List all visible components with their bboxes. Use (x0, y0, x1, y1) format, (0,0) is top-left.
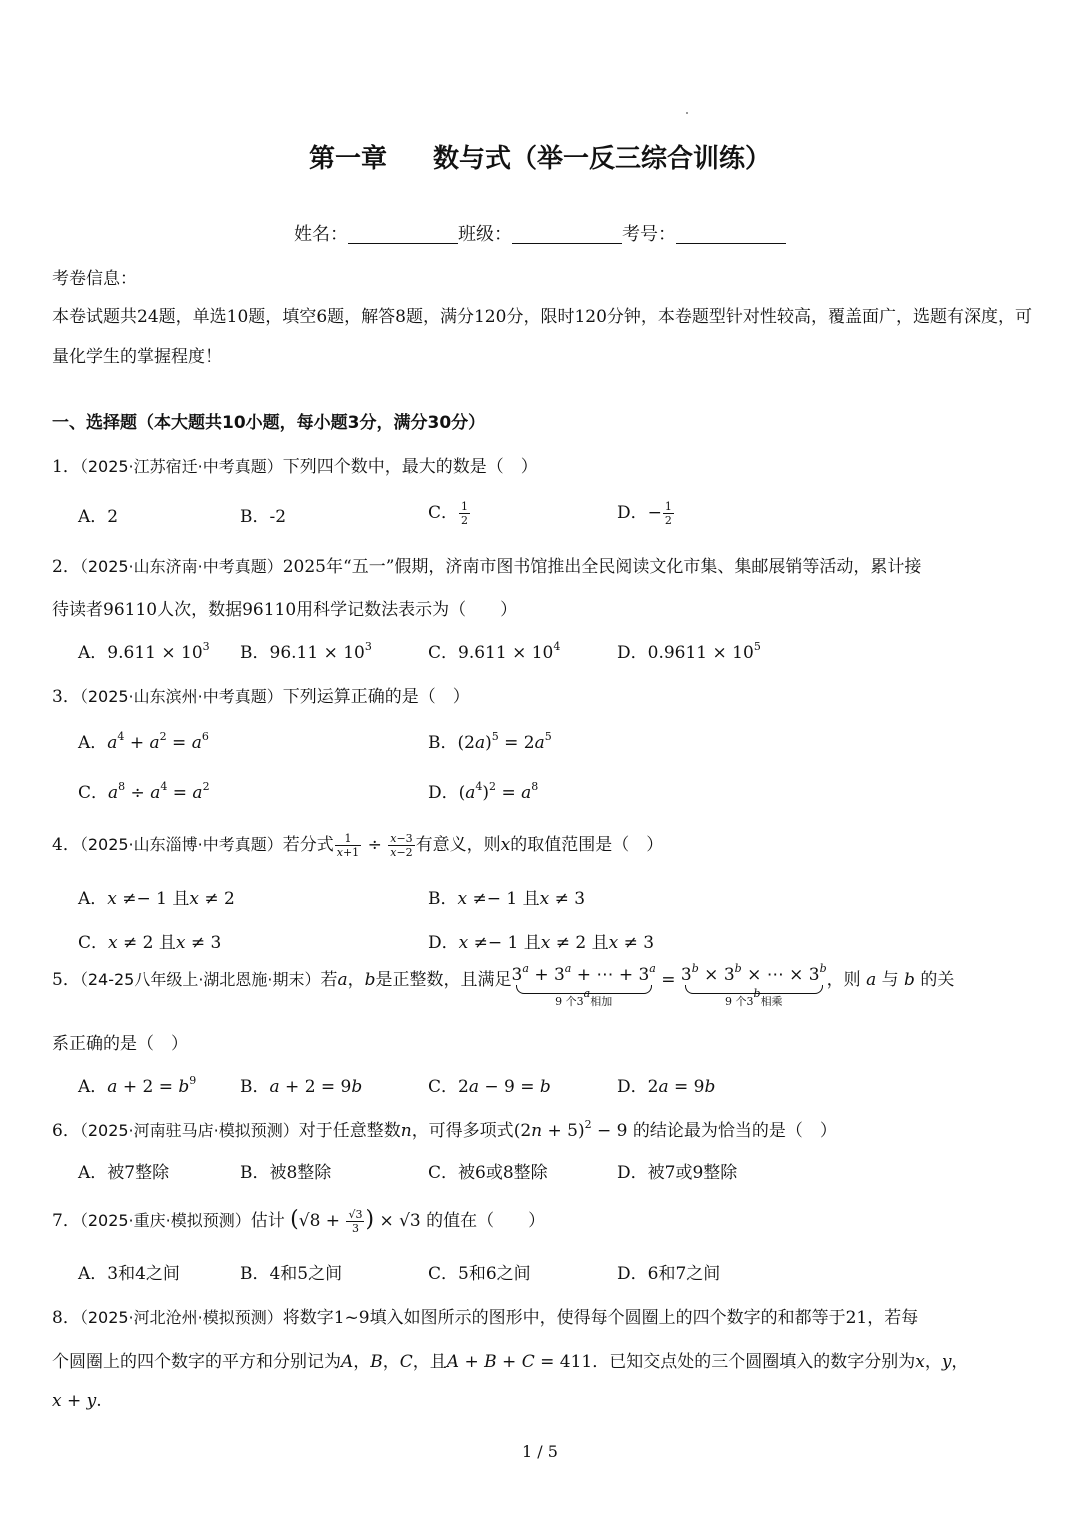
q1-stem: 下列四个数中，最大的数是（ ） (282, 457, 538, 477)
q6-stem-b: ，可得多项式 (411, 1121, 514, 1141)
question-5: 5．（24-25八年级上·湖北恩施·期末）若a，b是正整数，且满足 $3^a + 3^a$ + ⋯ + $3^a$ 9 个3$^a$相加 = $3^b \times 3^b$ × ⋯ × $3^b$ 9 个3$^b$相乘 ，则 a 与 b 的关 (52, 962, 955, 1008)
q6-stem-a: 对于任意整数 (298, 1121, 401, 1141)
q5-stem-e: 的关 (920, 970, 955, 990)
title-chapter: 第一章 (308, 144, 387, 174)
q6-option-a[interactable]: A．被7整除 (78, 1163, 170, 1183)
q4-option-b[interactable]: B．x ≠− 1 且x ≠ 3 (428, 889, 586, 909)
fraction: $\frac{1}{x+1}$ (336, 832, 360, 859)
q2-stem-line2: 待读者96110人次，数据96110用科学记数法表示为（ ） (52, 600, 518, 620)
question-2 (52, 552, 921, 577)
q6-option-c[interactable]: C．被6或8整除 (428, 1163, 548, 1183)
q3-option-a[interactable]: A．$a^4 + a^2 = a^6$ (78, 730, 209, 753)
q4-number: 4． (52, 835, 80, 855)
q8-stem-line2: 个圆圈上的四个数字的平方和分别记为A，B，C，且A + B + C = 411．已知交点处的三个圆圈填入的数字分别为x，y， (52, 1352, 969, 1372)
q4-option-c[interactable]: C．x ≠ 2 且x ≠ 3 (78, 933, 222, 953)
q8-source: （2025·河北沧州·模拟预测） (79, 1308, 283, 1327)
page-title (0, 138, 1080, 175)
q2-a-value: 9.611 × 10 (107, 643, 203, 663)
info-heading: 考卷信息： (52, 269, 137, 289)
q2-d-value: 0.9611 × 10 (647, 643, 754, 663)
q8-stem-2b: ，且 (412, 1352, 447, 1372)
sum-brace: $3^a + 3^a$ + ⋯ + $3^a$ 9 个3$^a$相加 (511, 962, 656, 1008)
q4-stem-b: 有意义，则 (415, 835, 501, 855)
name-label: 姓名： (294, 224, 348, 245)
q2-number: 2． (52, 557, 80, 577)
q8-stem-2c: ．已知交点处的三个圆圈填入的数字分别为 (592, 1352, 916, 1372)
q1-option-c-label: C． (428, 503, 459, 523)
section-heading: 一、选择题（本大题共10小题，每小题3分，满分30分） (52, 413, 486, 433)
q8-number: 8． (52, 1308, 80, 1328)
q4-stem-c: 的取值范围是（ ） (510, 835, 664, 855)
question-1 (52, 452, 538, 477)
question-4: 4．（2025·山东淄博·中考真题）若分式 $\frac{1}{x+1}$ ÷ $\frac{x-3}{x-2}$ 有意义，则x的取值范围是（ ） (52, 832, 664, 859)
info-text: 本卷试题共24题，单选10题，填空6题，解答8题，满分120分，限时120分钟，本卷题型针对性较高，覆盖面广，选题有深度，可量化学生的掌握程度！ (52, 307, 1032, 367)
q4-source: （2025·山东淄博·中考真题） (79, 835, 283, 854)
page-number: 1 / 5 (522, 1442, 558, 1461)
q7-option-a[interactable]: A．3和4之间 (78, 1264, 180, 1284)
q6-option-d[interactable]: D．被7或9整除 (617, 1163, 738, 1183)
q3-source: （2025·山东滨州·中考真题） (79, 687, 283, 706)
fraction: $\frac{1}{2}$ (461, 500, 469, 527)
q7-stem-b: 的值在（ ） (426, 1211, 546, 1231)
q8-stem-line3: x + y. (52, 1391, 102, 1411)
q8-stem-2a: 个圆圈上的四个数字的平方和分别记为 (52, 1352, 341, 1372)
q3-option-d[interactable]: D．$(a^4)^2 = a^8$ (428, 780, 539, 803)
q2-option-a[interactable]: A．$9.611 \times 10^3$ (78, 640, 210, 663)
q5-stem-b: 是正整数，且满足 (375, 970, 512, 990)
q8-stem-line1: 将数字1~9填入如图所示的图形中，使得每个圆圈上的四个数字的和都等于21，若每 (282, 1308, 919, 1328)
fraction: $\frac{x-3}{x-2}$ (390, 832, 413, 859)
scan-dot (686, 112, 688, 114)
q2-option-b[interactable]: B．$96.11 \times 10^3$ (240, 640, 372, 663)
q6-stem-c: 的结论最为恰当的是（ ） (632, 1121, 837, 1141)
q3-stem: 下列运算正确的是（ ） (282, 687, 470, 707)
q5-label-add: 9 个3 (555, 995, 584, 1008)
q1-number: 1． (52, 457, 80, 477)
q5-stem-a: 若 (320, 970, 338, 990)
q3-option-b[interactable]: B．$(2a)^5 = 2a^5$ (428, 730, 552, 753)
q1-option-c[interactable] (428, 498, 471, 527)
question-7: 7．（2025·重庆·模拟预测）估计 (√8 + $\frac{√3}{3}$ ) × √3 的值在（ ） (52, 1207, 546, 1235)
q1-source: （2025·江苏宿迁·中考真题） (79, 457, 283, 476)
number-label: 考号： (622, 224, 676, 245)
q3-number: 3． (52, 687, 80, 707)
q6-option-b[interactable]: B．被8整除 (240, 1163, 332, 1183)
q1-option-d[interactable]: D．− $\frac{1}{2}$ (617, 500, 672, 527)
fraction: $\frac{√3}{3}$ (348, 1208, 363, 1235)
q5-source: （24-25八年级上·湖北恩施·期末） (79, 970, 321, 989)
q5-label-mul2: 相乘 (760, 995, 783, 1008)
q7-option-b[interactable]: B．4和5之间 (240, 1264, 343, 1284)
q7-number: 7． (52, 1211, 80, 1231)
class-blank[interactable] (512, 225, 622, 244)
q5-label-add2: 相加 (590, 995, 613, 1008)
q5-option-a[interactable]: A．$a + 2 = b^9$ (78, 1074, 197, 1097)
q5-stem-line2: 系正确的是（ ） (52, 1034, 188, 1054)
fraction: $\frac{1}{2}$ (664, 500, 672, 527)
product-brace: $3^b \times 3^b$ × ⋯ × $3^b$ 9 个3$^b$相乘 (680, 962, 827, 1008)
q5-number: 5． (52, 970, 80, 990)
class-label: 班级： (458, 224, 512, 245)
name-blank[interactable] (348, 225, 458, 244)
q5-option-b[interactable]: B．a + 2 = 9b (240, 1077, 363, 1097)
q4-option-d[interactable]: D．x ≠− 1 且x ≠ 2 且x ≠ 3 (428, 933, 655, 953)
student-info-line (0, 220, 1080, 246)
q5-stem-d: 与 (881, 970, 899, 990)
q7-option-d[interactable]: D．6和7之间 (617, 1264, 721, 1284)
q6-source: （2025·河南驻马店·模拟预测） (79, 1121, 299, 1140)
q5-option-d[interactable]: D．2a = 9b (617, 1077, 716, 1097)
q2-b-value: 96.11 × 10 (269, 643, 365, 663)
q1-option-d-label: D． (617, 503, 648, 523)
q7-stem-a: 估计 (250, 1211, 285, 1231)
q5-stem-c: 则 (843, 970, 861, 990)
q1-option-b[interactable]: B．-2 (240, 507, 287, 527)
q5-option-c[interactable]: C．2a − 9 = b (428, 1077, 551, 1097)
number-blank[interactable] (676, 225, 786, 244)
q7-source: （2025·重庆·模拟预测） (79, 1211, 251, 1230)
q3-option-c[interactable]: C．$a^8 \div a^4 = a^2$ (78, 780, 210, 803)
q4-option-a[interactable]: A．x ≠− 1 且x ≠ 2 (78, 889, 235, 909)
q2-source: （2025·山东济南·中考真题） (79, 557, 283, 576)
q6-number: 6． (52, 1121, 80, 1141)
title-subject: 数与式（举一反三综合训练） (433, 144, 772, 174)
question-6: 6．（2025·河南驻马店·模拟预测）对于任意整数n，可得多项式$(2n + 5)^2 - 9$ 的结论最为恰当的是（ ） (52, 1118, 837, 1141)
q2-stem-line1: 2025年“五一”假期，济南市图书馆推出全民阅读文化市集、集邮展销等活动，累计接 (282, 557, 922, 577)
q5-label-mul: 9 个3 (725, 995, 754, 1008)
q1-option-a[interactable]: A．2 (78, 507, 119, 527)
question-8 (52, 1303, 918, 1328)
q7-option-c[interactable]: C．5和6之间 (428, 1264, 531, 1284)
q2-option-c[interactable]: C．$9.611 \times 10^4$ (428, 640, 561, 663)
question-3 (52, 682, 470, 707)
q4-stem-a: 若分式 (282, 835, 334, 855)
q2-c-value: 9.611 × 10 (458, 643, 554, 663)
q2-option-d[interactable]: D．$0.9611 \times 10^5$ (617, 640, 761, 663)
